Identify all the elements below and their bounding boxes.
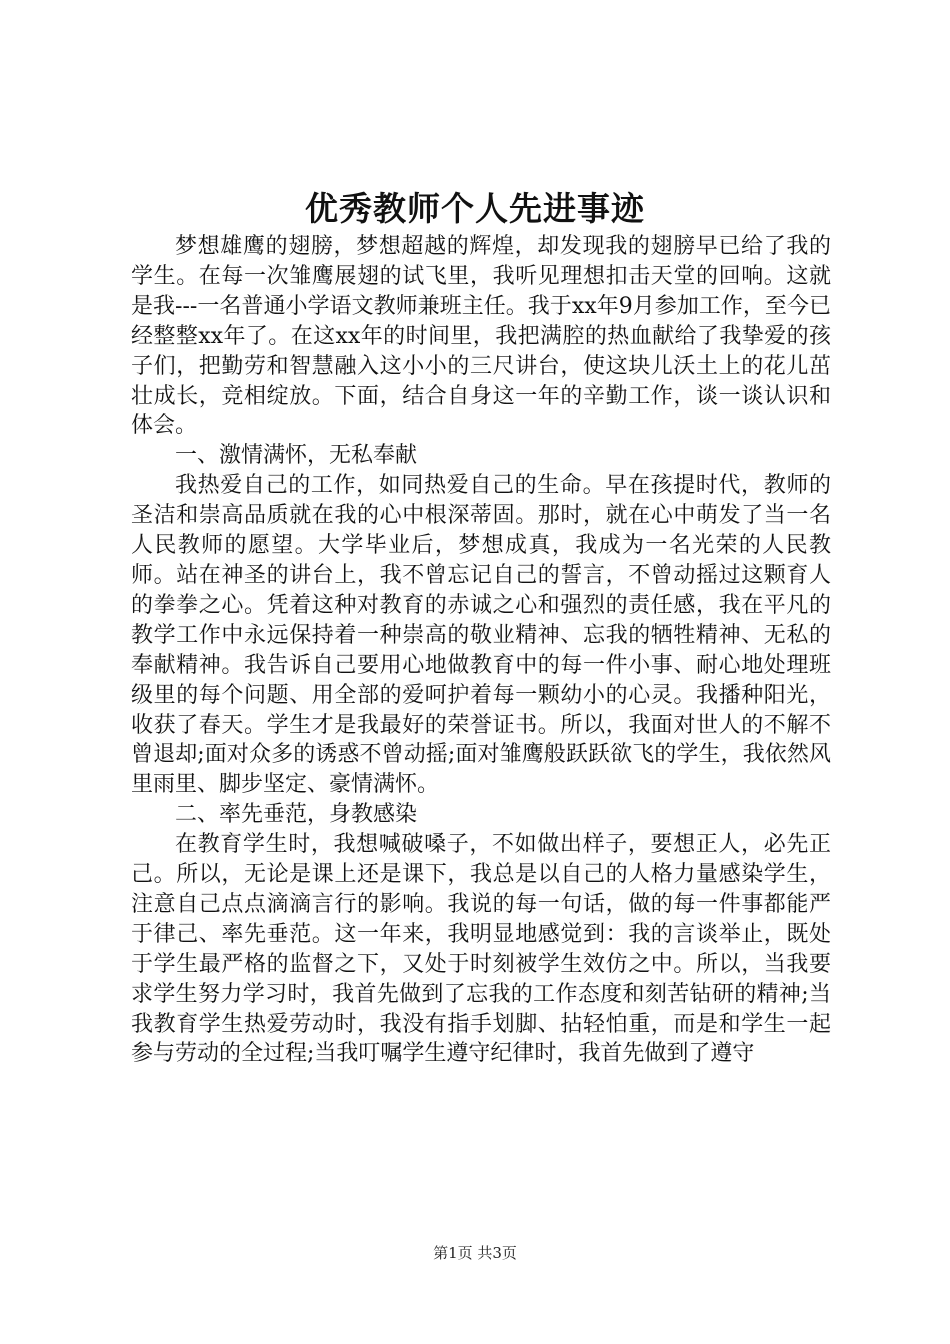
document-body bbox=[131, 232, 831, 1069]
paragraph-intro: 梦想雄鹰的翅膀，梦想超越的辉煌，却发现我的翅膀早已给了我的学生。在每一次雏鹰展翅的试飞里，我听见理想扣击天堂的回响。这就是我---一名普通小学语文教师兼班主任。我于xx年9月参加工作，至今已经整整xx年了。在这xx年的时间里，我把满腔的热血献给了我挚爱的孩子们，把勤劳和智慧融入这小小的三尺讲台，使这块儿沃土上的花儿茁壮成长，竞相绽放。下面，结合自身这一年的辛勤工作，谈一谈认识和体会。 bbox=[131, 234, 831, 439]
paragraph-section-2: 在教育学生时，我想喊破嗓子，不如做出样子，要想正人，必先正己。所以，无论是课上还是课下，我总是以自己的人格力量感染学生，注意自己点点滴滴言行的影响。我说的每一句话，做的每一件事都能严于律己、率先垂范。这一年来，我明显地感觉到：我的言谈举止，既处于学生最严格的监督之下，又处于时刻被学生效仿之中。所以，当我要求学生努力学习时，我首先做到了忘我的工作态度和刻苦钻研的精神;当我教育学生热爱劳动时，我没有指手划脚、拈轻怕重，而是和学生一起参与劳动的全过程;当我叮嘱学生遵守纪律时，我首先做到了遵守 bbox=[131, 832, 831, 1067]
document-title: 优秀教师个人先进事迹 bbox=[305, 189, 645, 228]
page-number-footer: 第1页 共3页 bbox=[433, 1244, 517, 1262]
paragraph-section-1: 我热爱自己的工作，如同热爱自己的生命。早在孩提时代，教师的圣洁和崇高品质就在我的心中根深蒂固。那时，就在心中萌发了当一名人民教师的愿望。大学毕业后，梦想成真，我成为一名光荣的人民教师。站在神圣的讲台上，我不曾忘记自己的誓言，不曾动摇过这颗育人的拳拳之心。凭着这种对教育的赤诚之心和强烈的责任感，我在平凡的教学工作中永远保持着一种崇高的敬业精神、忘我的牺牲精神、无私的奉献精神。我告诉自己要用心地做教育中的每一件小事、耐心地处理班级里的每个问题、用全部的爱呵护着每一颗幼小的心灵。我播种阳光，收获了春天。学生才是我最好的荣誉证书。所以，我面对世人的不解不曾退却;面对众多的诱惑不曾动摇;面对雏鹰般跃跃欲飞的学生，我依然风里雨里、脚步坚定、豪情满怀。 bbox=[131, 473, 831, 798]
section-heading-1: 一、激情满怀，无私奉献 bbox=[175, 443, 418, 469]
section-heading-2: 二、率先垂范，身教感染 bbox=[175, 802, 418, 828]
